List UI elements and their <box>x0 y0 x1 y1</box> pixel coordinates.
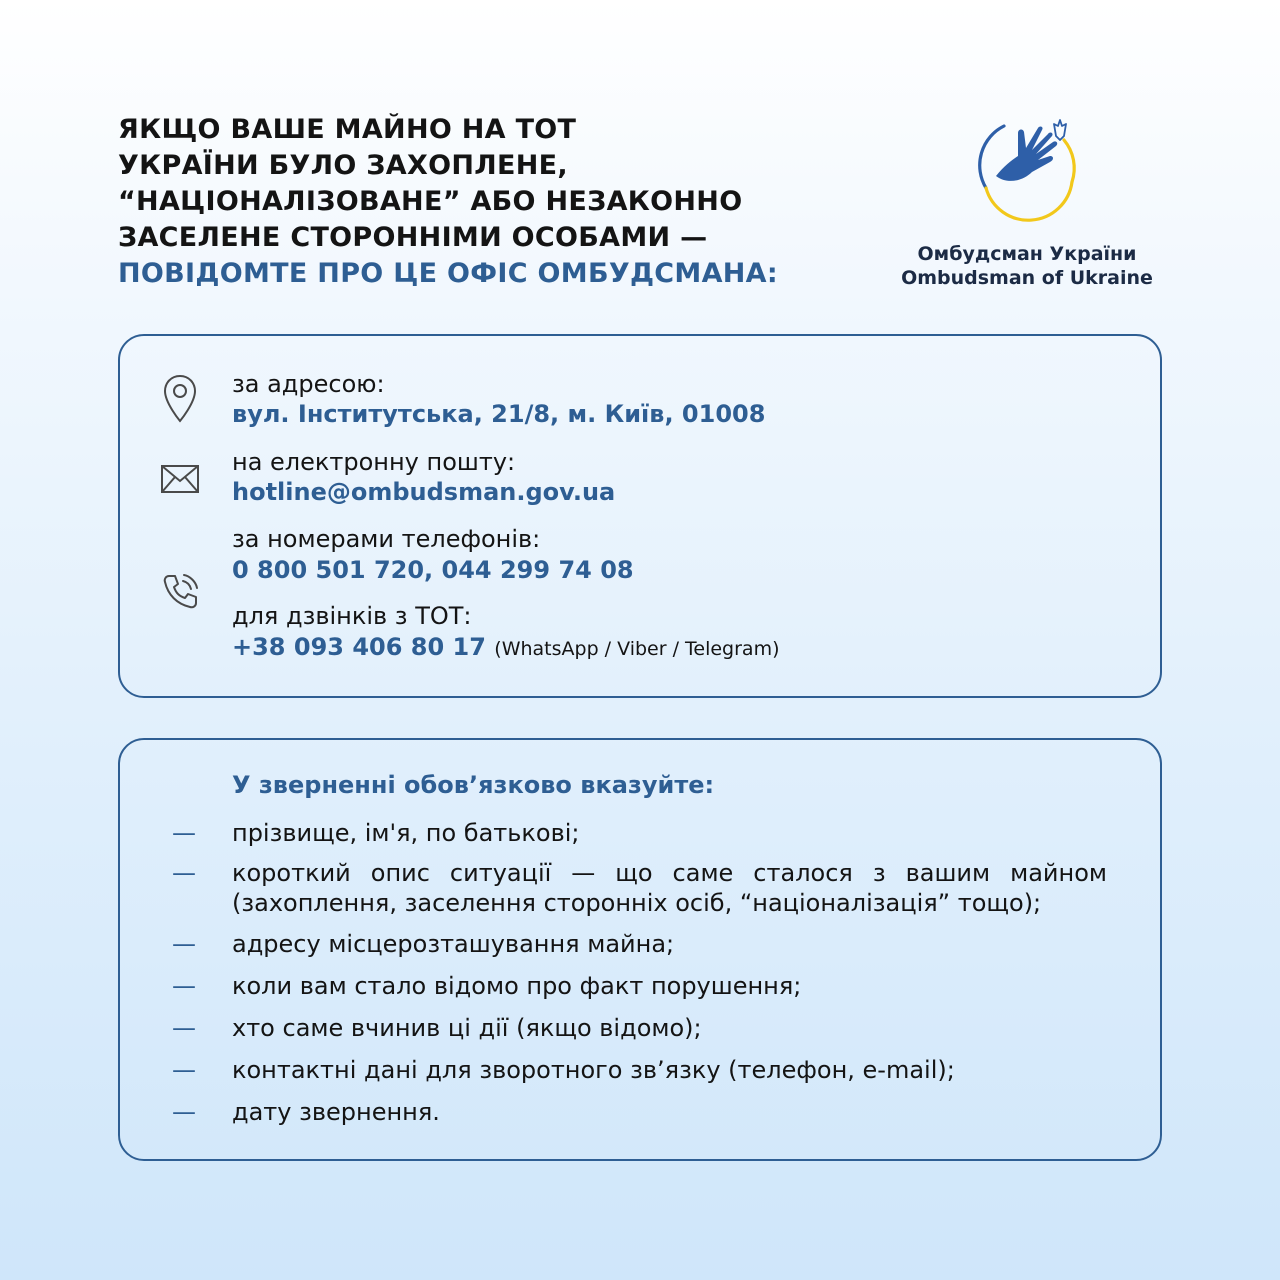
headline-line: УКРАЇНИ БУЛО ЗАХОПЛЕНЕ, <box>118 150 568 181</box>
tot-calls-note: (WhatsApp / Viber / Telegram) <box>494 638 780 660</box>
list-item-text: коли вам стало відомо про факт порушення; <box>232 972 802 1000</box>
list-item-text: контактні дані для зворотного зв’язку (телефон, e-mail); <box>232 1056 955 1084</box>
list-dash: — <box>172 859 196 887</box>
phone-icon <box>160 572 200 612</box>
list-dash: — <box>172 819 196 847</box>
email-label: на електронну пошту: <box>232 448 516 476</box>
required-title: У зверненні обов’язково вказуйте: <box>232 771 715 799</box>
list-item-text: адресу місцерозташування майна; <box>232 930 675 958</box>
list-item-text: короткий опис ситуації — що саме сталося з вашим майном (захоплення, заселення сторонніх осіб, “націоналізація” тощо); <box>232 859 1107 917</box>
envelope-icon <box>160 464 200 494</box>
headline-accent-line: ПОВІДОМТЕ ПРО ЦЕ ОФІС ОМБУДСМАНА: <box>118 258 778 289</box>
logo-caption-en: Ombudsman of Ukraine <box>901 267 1153 289</box>
list-dash: — <box>172 1098 196 1126</box>
address-label: за адресою: <box>232 370 385 398</box>
email-value[interactable]: hotline@ombudsman.gov.ua <box>232 478 616 506</box>
tot-calls-value[interactable]: +38 093 406 80 17 <box>232 633 486 661</box>
contacts-card <box>118 334 1162 698</box>
phones-value[interactable]: 0 800 501 720, 044 299 74 08 <box>232 556 634 584</box>
list-dash: — <box>172 972 196 1000</box>
address-value: вул. Інститутська, 21/8, м. Київ, 01008 <box>232 400 766 428</box>
headline-line: ЗАСЕЛЕНЕ СТОРОННІМИ ОСОБАМИ — <box>118 222 708 253</box>
list-dash: — <box>172 930 196 958</box>
location-pin-icon <box>162 374 198 424</box>
list-item-text: прізвище, ім'я, по батькові; <box>232 819 580 847</box>
list-item-text: хто саме вчинив ці дії (якщо відомо); <box>232 1014 702 1042</box>
required-info-card <box>118 738 1162 1161</box>
logo-caption-ua: Омбудсман України <box>917 243 1137 265</box>
list-item-text: дату звернення. <box>232 1098 440 1126</box>
headline-line: “НАЦІОНАЛІЗОВАНЕ” АБО НЕЗАКОННО <box>118 186 743 217</box>
headline-line: ЯКЩО ВАШЕ МАЙНО НА ТОТ <box>118 114 577 145</box>
ombudsman-logo <box>890 110 1170 295</box>
tot-calls-label: для дзвінків з ТОТ: <box>232 602 472 630</box>
ombudsman-emblem-icon <box>972 110 1084 222</box>
headline <box>118 112 878 292</box>
tot-calls-value-line <box>232 632 780 664</box>
list-dash: — <box>172 1056 196 1084</box>
phones-label: за номерами телефонів: <box>232 525 541 553</box>
list-dash: — <box>172 1014 196 1042</box>
